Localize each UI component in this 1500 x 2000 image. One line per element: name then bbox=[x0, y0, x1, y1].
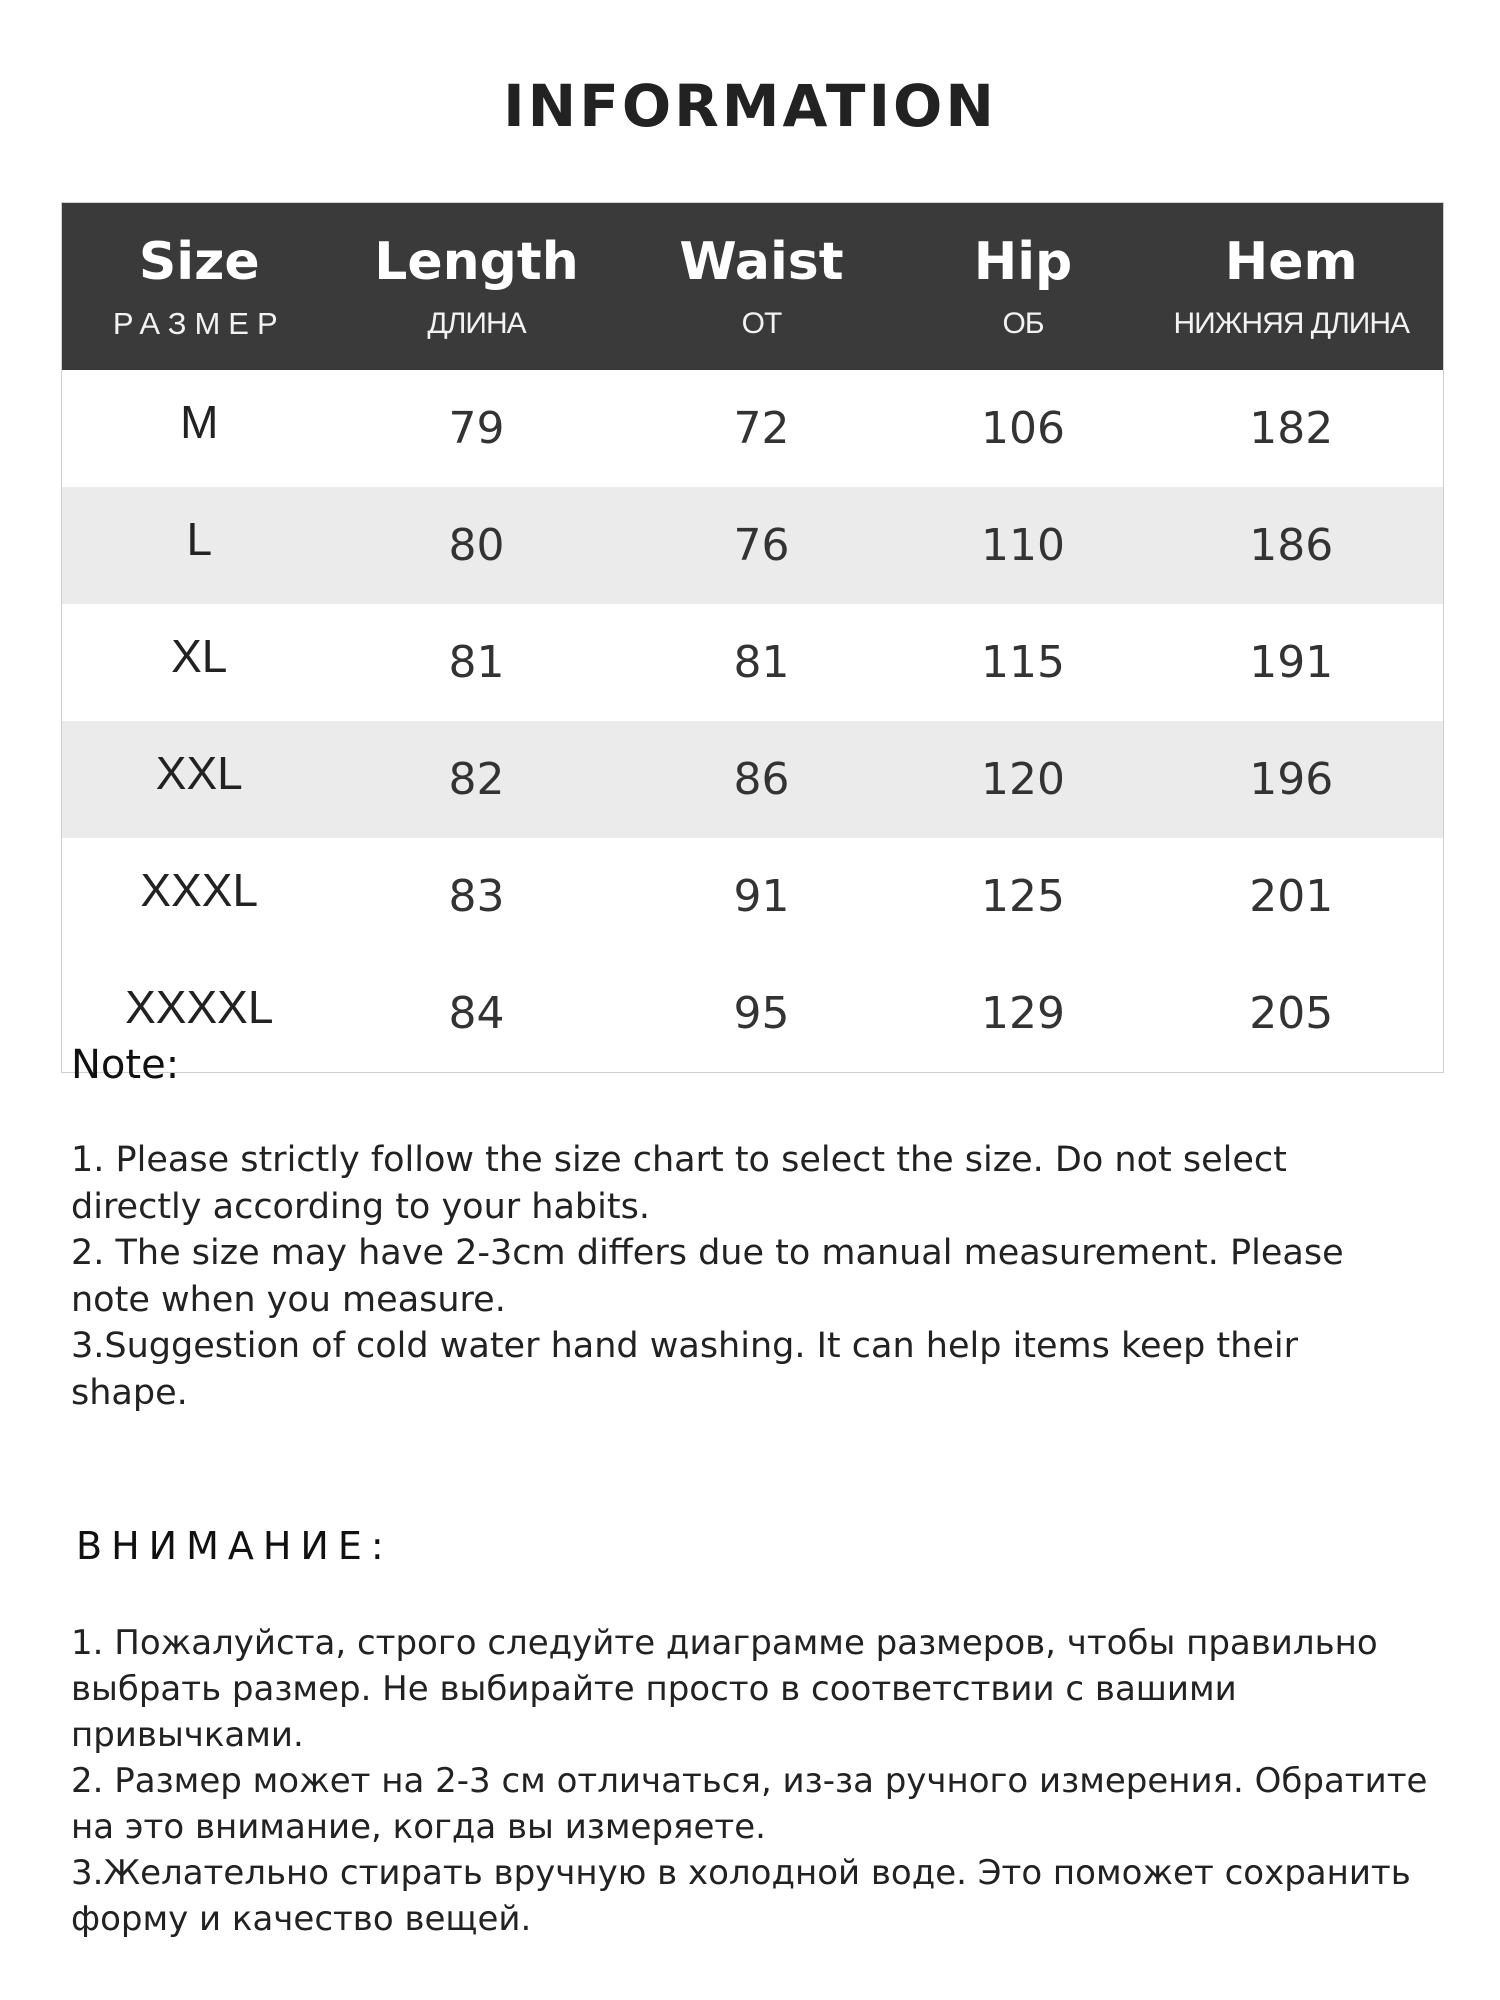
size-cell: XL bbox=[171, 629, 228, 682]
ru-note-heading: ВНИМАНИЕ: bbox=[76, 1524, 393, 1568]
size-cell: XXXL bbox=[140, 863, 259, 916]
size-cell: M bbox=[180, 395, 219, 448]
ru-note-item: 1. Пожалуйста, строго следуйте диаграмме размеров, чтобы правильно выбрать размер. Не выбирайте просто в соответствии с вашими привычками. bbox=[71, 1623, 1378, 1755]
size-cell: XXL bbox=[62, 721, 337, 838]
note-item: 1. Please strictly follow the size chart to select the size. Do not select directly according to your habits. bbox=[71, 1140, 1287, 1227]
waist-cell: 72 bbox=[733, 403, 790, 454]
ru-note-list bbox=[71, 1620, 1431, 1942]
header-size bbox=[62, 203, 337, 371]
header-waist-label: Waist bbox=[679, 231, 844, 292]
header-hem-label-ru: НИЖНЯЯ ДЛИНА bbox=[1173, 306, 1409, 340]
hip-cell: 125 bbox=[981, 871, 1065, 922]
hip-cell: 129 bbox=[981, 988, 1065, 1039]
hem-cell: 196 bbox=[1140, 721, 1444, 838]
waist-cell: 91 bbox=[733, 871, 790, 922]
table-row bbox=[62, 955, 1444, 1073]
waist-cell: 95 bbox=[733, 988, 790, 1039]
note-heading: Note: bbox=[71, 1042, 180, 1088]
hip-cell: 106 bbox=[981, 403, 1065, 454]
table-row bbox=[62, 604, 1444, 721]
header-waist bbox=[617, 203, 907, 371]
page-title: INFORMATION bbox=[503, 72, 997, 140]
header-hip-label: Hip bbox=[973, 231, 1073, 292]
header-hem bbox=[1140, 203, 1444, 371]
waist-cell: 86 bbox=[617, 721, 907, 838]
hem-cell: 201 bbox=[1249, 871, 1334, 922]
header-hem-label: Hem bbox=[1224, 231, 1358, 292]
size-chart-table bbox=[61, 202, 1444, 1073]
hem-cell: 191 bbox=[1249, 637, 1334, 688]
waist-cell: 81 bbox=[733, 637, 790, 688]
hem-cell: 182 bbox=[1249, 403, 1334, 454]
table-row bbox=[62, 370, 1444, 487]
header-waist-label-ru: ОТ bbox=[741, 306, 782, 340]
note-item: 3.Suggestion of cold water hand washing. It can help items keep their shape. bbox=[71, 1326, 1298, 1413]
header-hip-label-ru: ОБ bbox=[1002, 306, 1044, 340]
table-row bbox=[62, 838, 1444, 955]
table-header-row bbox=[62, 203, 1444, 371]
header-length bbox=[337, 203, 617, 371]
length-cell: 84 bbox=[448, 988, 505, 1039]
header-size-label: Size bbox=[138, 231, 260, 292]
waist-cell: 76 bbox=[617, 487, 907, 604]
length-cell: 81 bbox=[448, 637, 505, 688]
hip-cell: 120 bbox=[907, 721, 1140, 838]
table-row bbox=[62, 721, 1444, 838]
length-cell: 83 bbox=[448, 871, 505, 922]
header-size-label-ru: РАЗМЕР bbox=[112, 305, 286, 341]
header-hip bbox=[907, 203, 1140, 371]
header-length-label-ru: ДЛИНА bbox=[427, 306, 526, 340]
hem-cell: 186 bbox=[1140, 487, 1444, 604]
hem-cell: 205 bbox=[1249, 988, 1334, 1039]
size-cell: L bbox=[62, 487, 337, 604]
note-list bbox=[71, 1137, 1411, 1416]
ru-note-item: 2. Размер может на 2-3 см отличаться, из-за ручного измерения. Обратите на это внимание, когда вы измеряете. bbox=[71, 1761, 1428, 1847]
ru-note-item: 3.Желательно стирать вручную в холодной воде. Это поможет сохранить форму и качество вещей. bbox=[71, 1853, 1411, 1939]
hip-cell: 115 bbox=[981, 637, 1065, 688]
table-row bbox=[62, 487, 1444, 604]
size-cell: XXXXL bbox=[125, 980, 274, 1033]
hip-cell: 110 bbox=[907, 487, 1140, 604]
header-length-label: Length bbox=[374, 231, 579, 292]
length-cell: 80 bbox=[337, 487, 617, 604]
length-cell: 82 bbox=[337, 721, 617, 838]
length-cell: 79 bbox=[448, 403, 505, 454]
note-item: 2. The size may have 2-3cm differs due to manual measurement. Please note when you measure. bbox=[71, 1233, 1344, 1320]
